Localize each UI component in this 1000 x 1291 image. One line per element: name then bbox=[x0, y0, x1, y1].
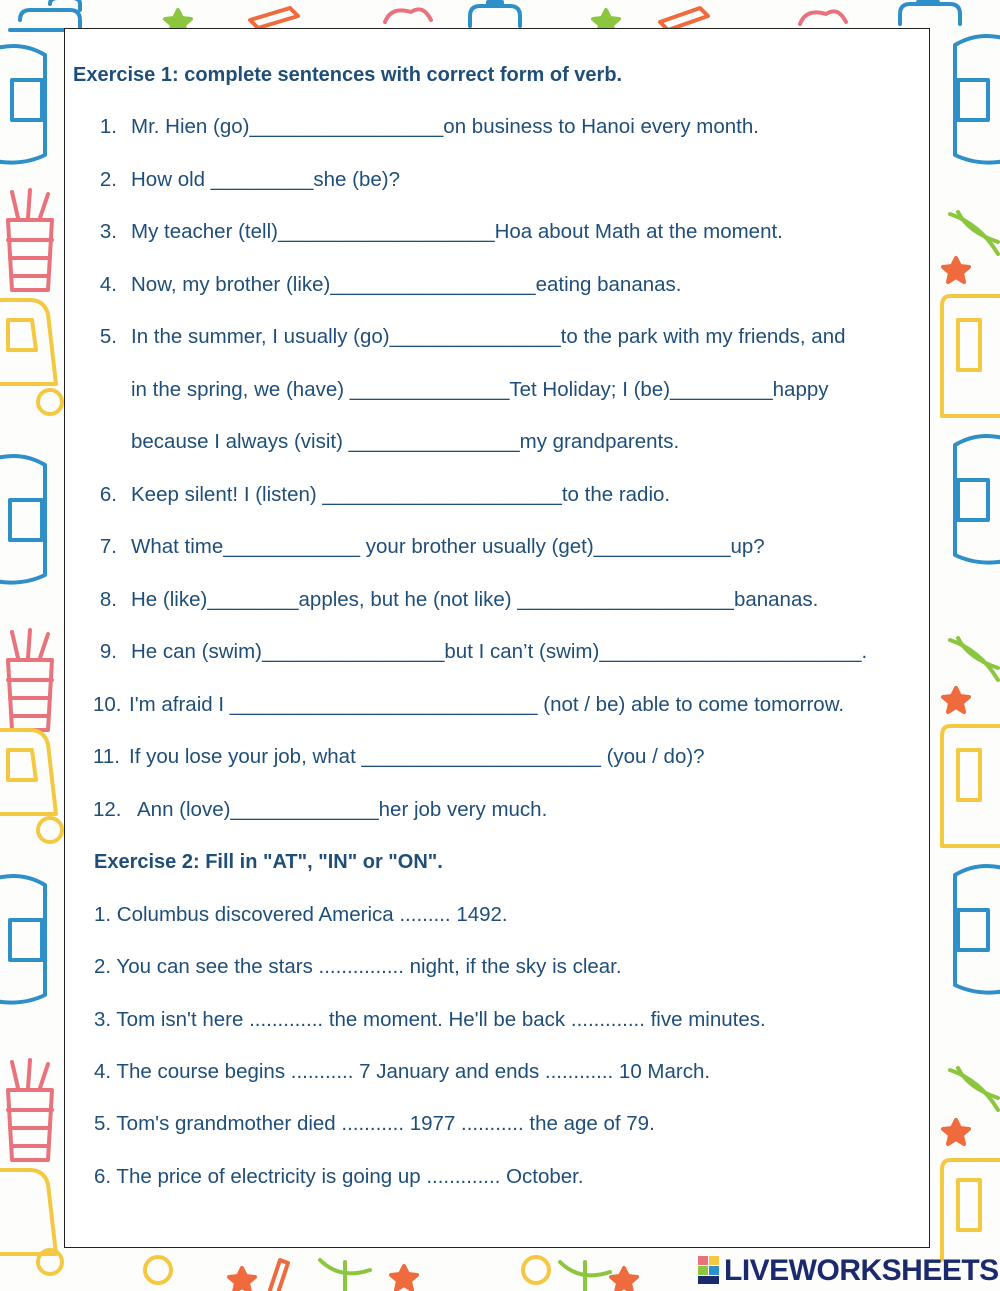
star-icon bbox=[943, 1120, 969, 1144]
item-text: Ann (love)_____________her job very much. bbox=[137, 798, 548, 821]
item-text: If you lose your job, what _____________________ (you / do)? bbox=[129, 745, 705, 768]
list-item: 5. Tom's grandmother died ........... 1977 ........... the age of 79. bbox=[94, 1112, 655, 1135]
item-number: 8. bbox=[99, 588, 117, 611]
item-text: Keep silent! I (listen) _____________________to the radio. bbox=[131, 483, 671, 506]
backpack-icon bbox=[0, 46, 45, 163]
bus-icon bbox=[0, 300, 62, 414]
item-text: What time____________ your brother usually (get)____________up? bbox=[131, 535, 765, 558]
pencil-cup-icon bbox=[8, 190, 52, 290]
list-item: 6. The price of electricity is going up ............. October. bbox=[94, 1165, 584, 1188]
leaf-icon bbox=[950, 638, 998, 680]
backpack-icon bbox=[900, 2, 960, 24]
bus-icon bbox=[942, 726, 1000, 846]
item-text: How old _________she (be)? bbox=[131, 168, 400, 191]
liveworksheets-logo-text: LIVEWORKSHEETS bbox=[724, 1254, 999, 1287]
star-icon bbox=[391, 1266, 417, 1290]
star-icon bbox=[943, 258, 969, 282]
item-number: 3. bbox=[99, 220, 117, 243]
list-item: 3. Tom isn't here ............. the moment. He'll be back ............. five minutes. bbox=[94, 1008, 766, 1031]
backpack-icon bbox=[0, 456, 45, 583]
item-text: because I always (visit) _______________my grandparents. bbox=[131, 430, 680, 453]
exercise1-title: Exercise 1: complete sentences with correct form of verb. bbox=[73, 64, 623, 86]
item-text: Mr. Hien (go)_________________on business to Hanoi every month. bbox=[131, 115, 759, 138]
bus-icon bbox=[942, 296, 1000, 416]
item-text: Now, my brother (like)__________________eating bananas. bbox=[131, 273, 682, 296]
leaf-icon bbox=[950, 1068, 998, 1110]
item-number: 5. bbox=[99, 325, 117, 348]
pencil-icon bbox=[250, 8, 298, 28]
backpack-icon bbox=[955, 436, 1000, 563]
cloud-icon bbox=[800, 11, 846, 24]
bus-wheel-icon bbox=[523, 1257, 549, 1283]
item-text: I'm afraid I ___________________________ (not / be) able to come tomorrow. bbox=[129, 693, 845, 716]
item-number: 4. bbox=[99, 273, 117, 296]
pencil-cup-icon bbox=[8, 1060, 52, 1160]
leaf-icon bbox=[950, 212, 998, 254]
globe-icon bbox=[560, 1262, 610, 1291]
worksheet bbox=[64, 28, 930, 1248]
pencil-icon bbox=[270, 1260, 288, 1291]
pencil-icon bbox=[660, 8, 708, 30]
bus-icon bbox=[0, 1170, 62, 1274]
item-number: 2. bbox=[99, 168, 117, 191]
item-number: 11. bbox=[93, 745, 120, 768]
item-number: 10. bbox=[93, 693, 122, 716]
list-item: 1. Columbus discovered America ......... 1492. bbox=[94, 903, 508, 926]
item-text: He (like)________apples, but he (not like) ___________________bananas. bbox=[131, 588, 819, 611]
backpack-icon bbox=[955, 36, 1000, 163]
pencil-cup-icon bbox=[8, 630, 52, 730]
item-number: 7. bbox=[99, 535, 117, 558]
list-item: 2. You can see the stars ............... night, if the sky is clear. bbox=[94, 955, 622, 978]
globe-icon bbox=[320, 1260, 370, 1291]
liveworksheets-logo-icon bbox=[697, 1254, 723, 1286]
list-item: 4. The course begins ........... 7 January and ends ............ 10 March. bbox=[94, 1060, 711, 1083]
bus-wheel-icon bbox=[145, 1257, 171, 1283]
item-text: My teacher (tell)___________________Hoa about Math at the moment. bbox=[131, 220, 783, 243]
star-icon bbox=[229, 1268, 255, 1291]
item-text: in the spring, we (have) ______________Tet Holiday; I (be)_________happy bbox=[131, 378, 829, 401]
bus-icon bbox=[942, 1160, 1000, 1260]
backpack-icon bbox=[470, 2, 520, 26]
item-number: 12. bbox=[93, 798, 122, 821]
item-number: 9. bbox=[99, 640, 117, 663]
backpack-icon bbox=[955, 866, 1000, 993]
backpack-icon bbox=[0, 876, 45, 1003]
item-text: He can (swim)________________but I can’t (swim)_______________________. bbox=[131, 640, 868, 663]
star-icon bbox=[943, 688, 969, 712]
exercise2-title: Exercise 2: Fill in "AT", "IN" or "ON". bbox=[94, 851, 443, 873]
star-icon bbox=[611, 1268, 637, 1291]
item-number: 6. bbox=[99, 483, 117, 506]
item-number: 1. bbox=[99, 115, 117, 138]
cloud-icon bbox=[385, 9, 431, 22]
bus-icon bbox=[0, 730, 62, 842]
item-text: In the summer, I usually (go)_______________to the park with my friends, and bbox=[131, 325, 846, 348]
